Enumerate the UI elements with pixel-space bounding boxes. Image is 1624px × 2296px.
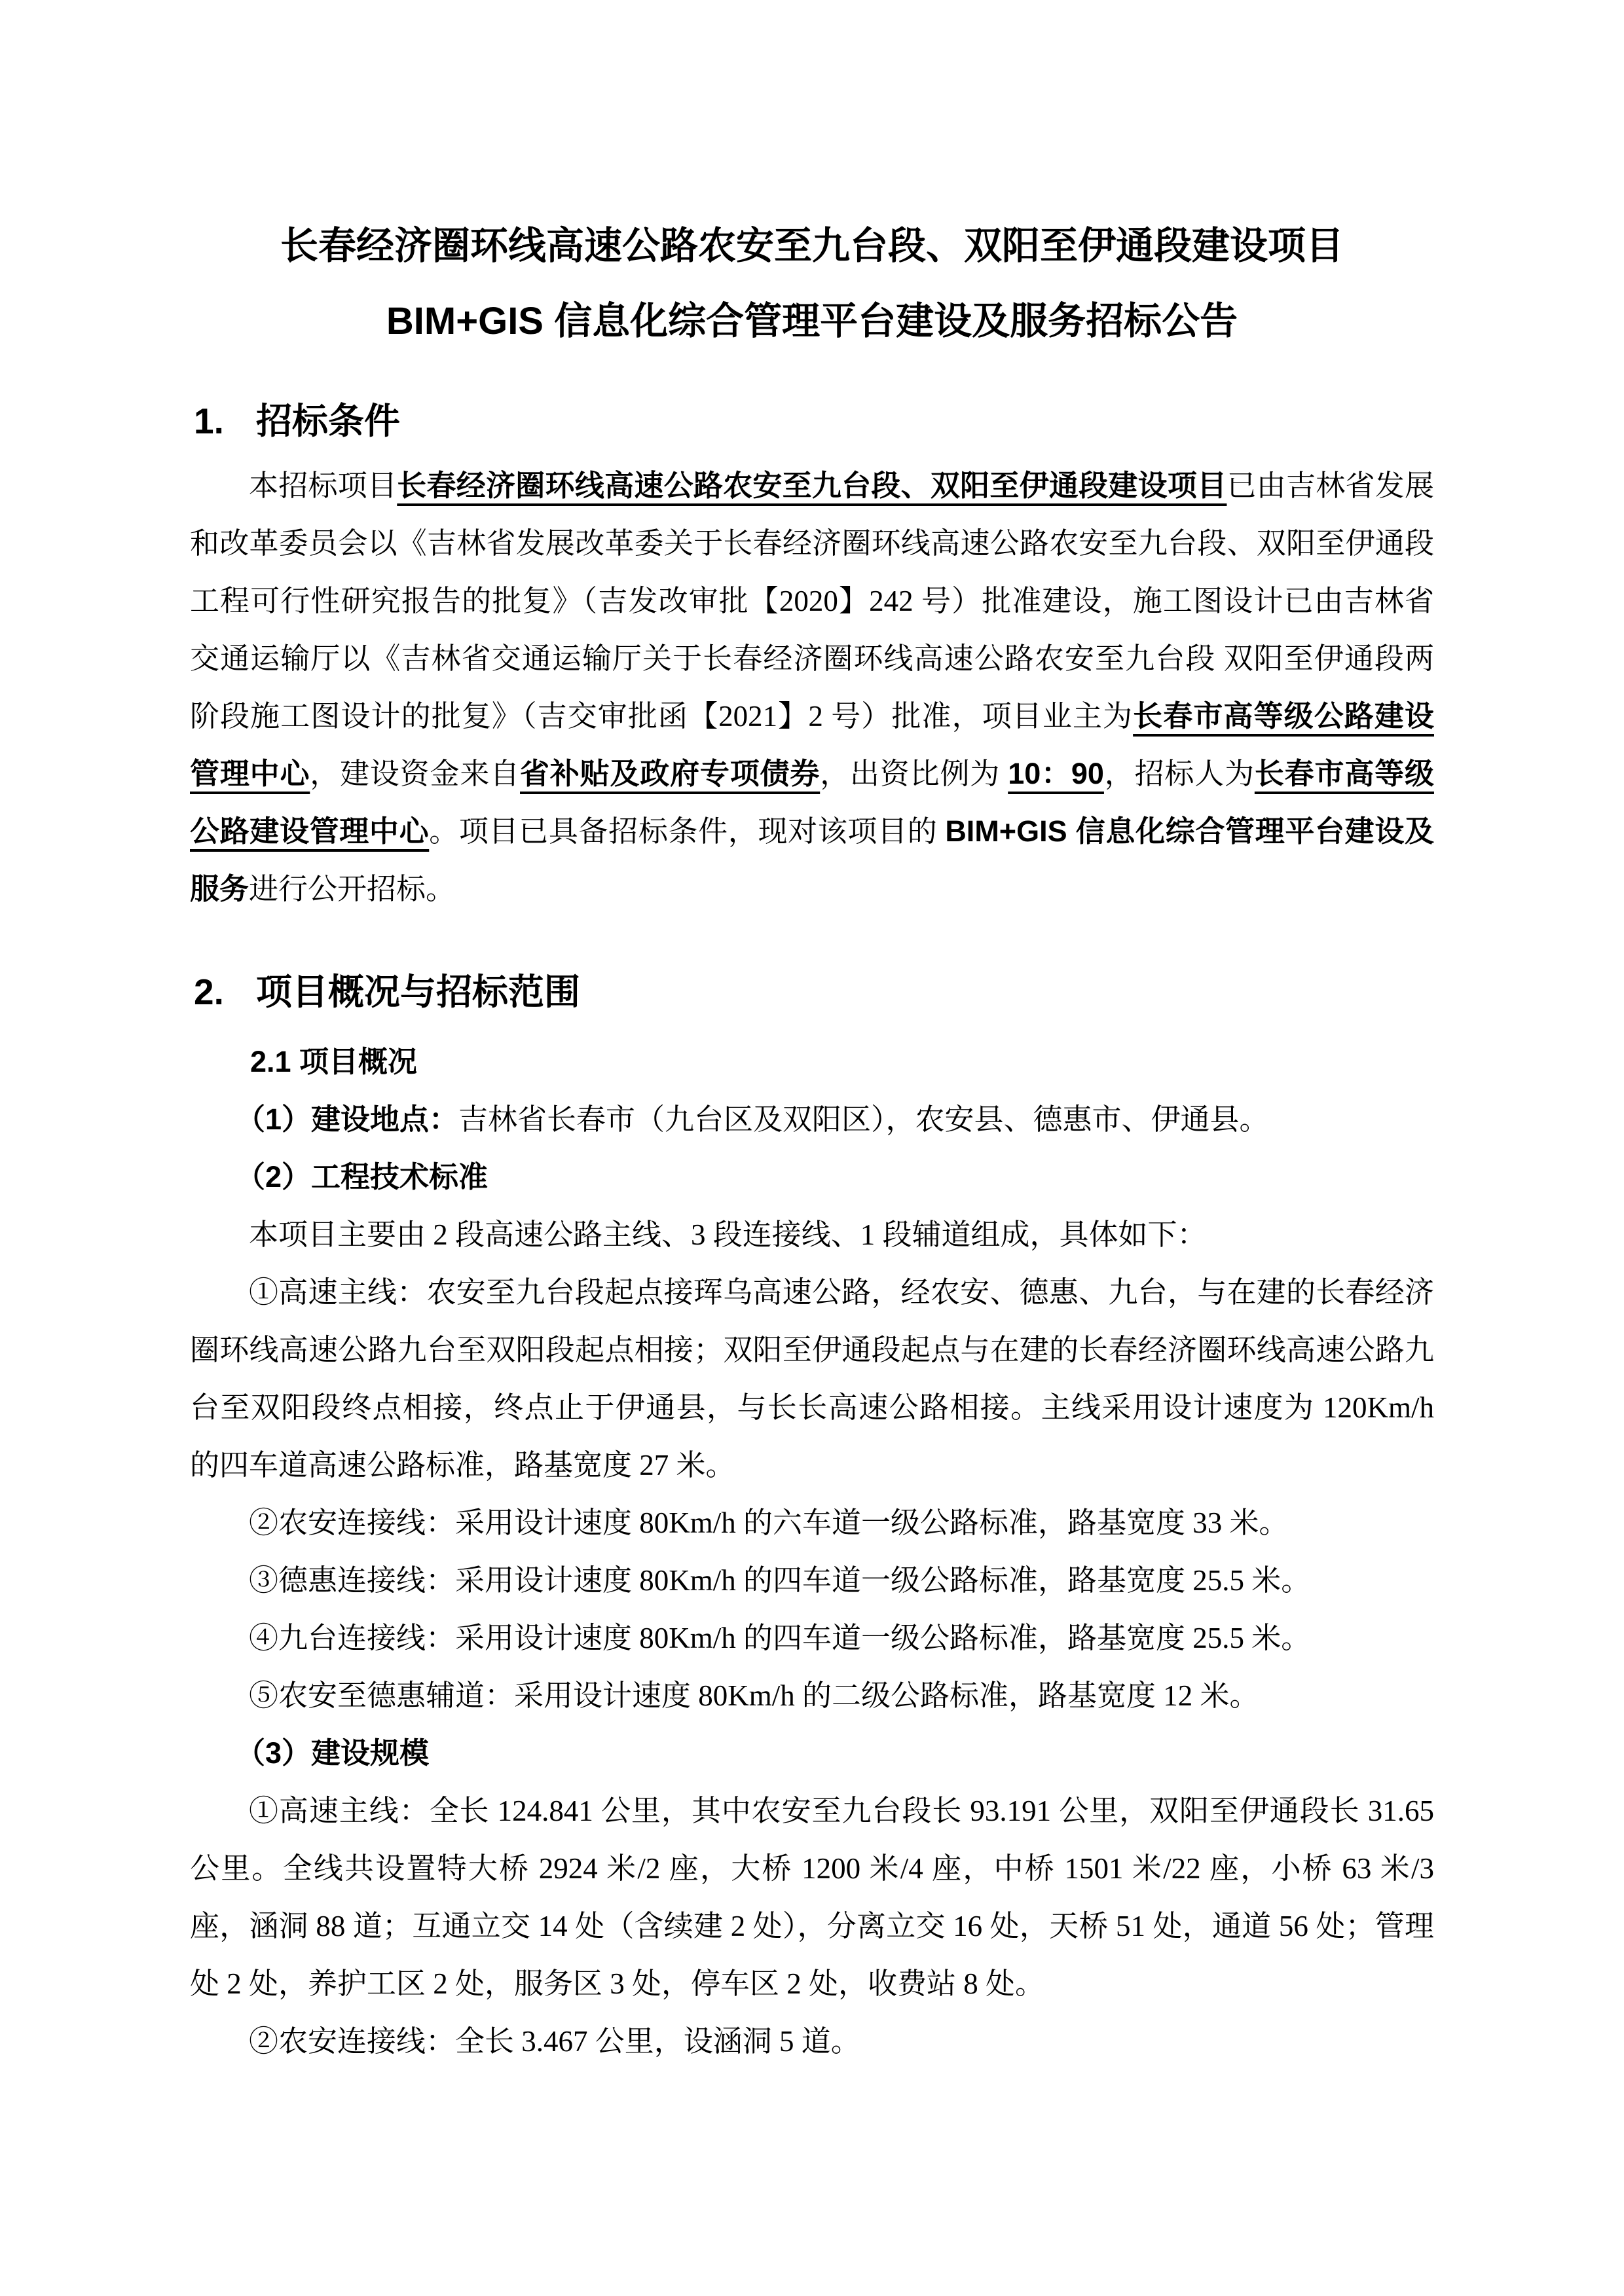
document-title-line1: 长春经济圈环线高速公路农安至九台段、双阳至伊通段建设项目	[280, 225, 1344, 267]
run-plain: 已由吉林省发展和改革委员会以《吉林省发展改革委关于长春经济圈环线高速公路农安至九台段、双阳至伊通段工程可行性研究报告的批复》（吉发改审批【2020】242 号）批准建设，施工图设计已由吉林省交通运输厅以《吉林省交通运输厅关于长春经济圈环线高速公路农安至九台段 双阳至伊通段两阶段施工图设计的批复》（吉交审批函【2021】2 号）批准，项目业主为	[190, 469, 1434, 733]
tech-item-mainline-paragraph: ①高速主线：农安至九台段起点接珲乌高速公路，经农安、德惠、九台，与在建的长春经济圈环线高速公路九台至双阳段起点相接；双阳至伊通段起点与在建的长春经济圈环线高速公路九台至双阳段终点相接，终点止于伊通县，与长长高速公路相接。主线采用设计速度为 120Km/h 的四车道高速公路标准，路基宽度 27 米。	[190, 1276, 1434, 1482]
tech-item-jiutai-paragraph: ④九台连接线：采用设计速度 80Km/h 的四车道一级公路标准，路基宽度 25.5 米。	[249, 1622, 1311, 1654]
section1-heading-label: 招标条件	[256, 401, 401, 441]
run-plain: 本招标项目	[249, 469, 397, 502]
item-construction-location	[190, 1091, 1434, 1148]
item1-text: 吉林省长春市（九台区及双阳区），农安县、德惠市、伊通县。	[458, 1103, 1269, 1136]
item-technical-standard-heading	[190, 1148, 1434, 1206]
run-funding-emphasis: 省补贴及政府专项债券	[520, 757, 821, 790]
run-plain: ，招标人为	[1103, 757, 1255, 790]
tech-item-auxiliary-paragraph: ⑤农安至德惠辅道：采用设计速度 80Km/h 的二级公路标准，路基宽度 12 米。	[249, 1679, 1259, 1712]
document-title-line2: BIM+GIS 信息化综合管理平台建设及服务招标公告	[386, 300, 1238, 342]
section2-heading	[194, 970, 1434, 1013]
item2-label: （2）工程技术标准	[236, 1160, 489, 1194]
section2-heading-label: 项目概况与招标范围	[256, 972, 581, 1012]
scale-item-mainline-paragraph: ①高速主线：全长 124.841 公里，其中农安至九台段长 93.191 公里，双阳至伊通段长 31.65 公里。全线共设置特大桥 2924 米/2 座，大桥 1200 米/4 座，中桥 1501 米/22 座，小桥 63 米/3 座，涵洞 88 道；互通立交 14 处（含续建 2 处），分离立交 16 处，天桥 51 处，通道 56 处；管理处 2 处，养护工区 2 处，服务区 3 处，停车区 2 处，收费站 8 处。	[190, 1795, 1434, 2000]
run-project-name-emphasis: 长春经济圈环线高速公路农安至九台段、双阳至伊通段建设项目	[397, 469, 1227, 502]
run-plain: ，出资比例为	[820, 757, 1008, 790]
run-plain: 进行公开招标。	[249, 873, 456, 905]
document-title	[190, 208, 1434, 359]
section1-number: 1.	[194, 401, 224, 441]
section2-number: 2.	[194, 972, 224, 1012]
run-plain: 。项目已具备招标条件，现对该项目的	[429, 815, 946, 848]
tech-intro-paragraph: 本项目主要由 2 段高速公路主线、3 段连接线、1 段辅道组成，具体如下：	[249, 1218, 1207, 1251]
item-construction-scale-heading	[190, 1724, 1434, 1782]
run-owner-emphasis: 长春市高等级公路建设管理中心	[190, 699, 1434, 790]
scale-item-nongan-paragraph: ②农安连接线：全长 3.467 公里，设涵洞 5 道。	[249, 2025, 860, 2058]
run-bimgis-emphasis: BIM+GIS 信息化综合管理平台建设及服务	[190, 814, 1434, 905]
item3-label: （3）建设规模	[236, 1736, 430, 1770]
item1-label: （1）建设地点：	[236, 1102, 459, 1136]
subsection-2-1-heading: 2.1 项目概况	[250, 1045, 418, 1078]
run-plain: ，建设资金来自	[310, 757, 521, 790]
run-ratio-emphasis: 10：90	[1008, 757, 1104, 790]
tech-item-nongan-paragraph: ②农安连接线：采用设计速度 80Km/h 的六车道一级公路标准，路基宽度 33 米。	[249, 1506, 1289, 1539]
run-tenderer-emphasis: 长春市高等级公路建设管理中心	[190, 757, 1434, 848]
section1-heading	[194, 399, 1434, 443]
section1-paragraph	[190, 457, 1434, 918]
tech-item-dehui-paragraph: ③德惠连接线：采用设计速度 80Km/h 的四车道一级公路标准，路基宽度 25.5 米。	[249, 1564, 1311, 1597]
